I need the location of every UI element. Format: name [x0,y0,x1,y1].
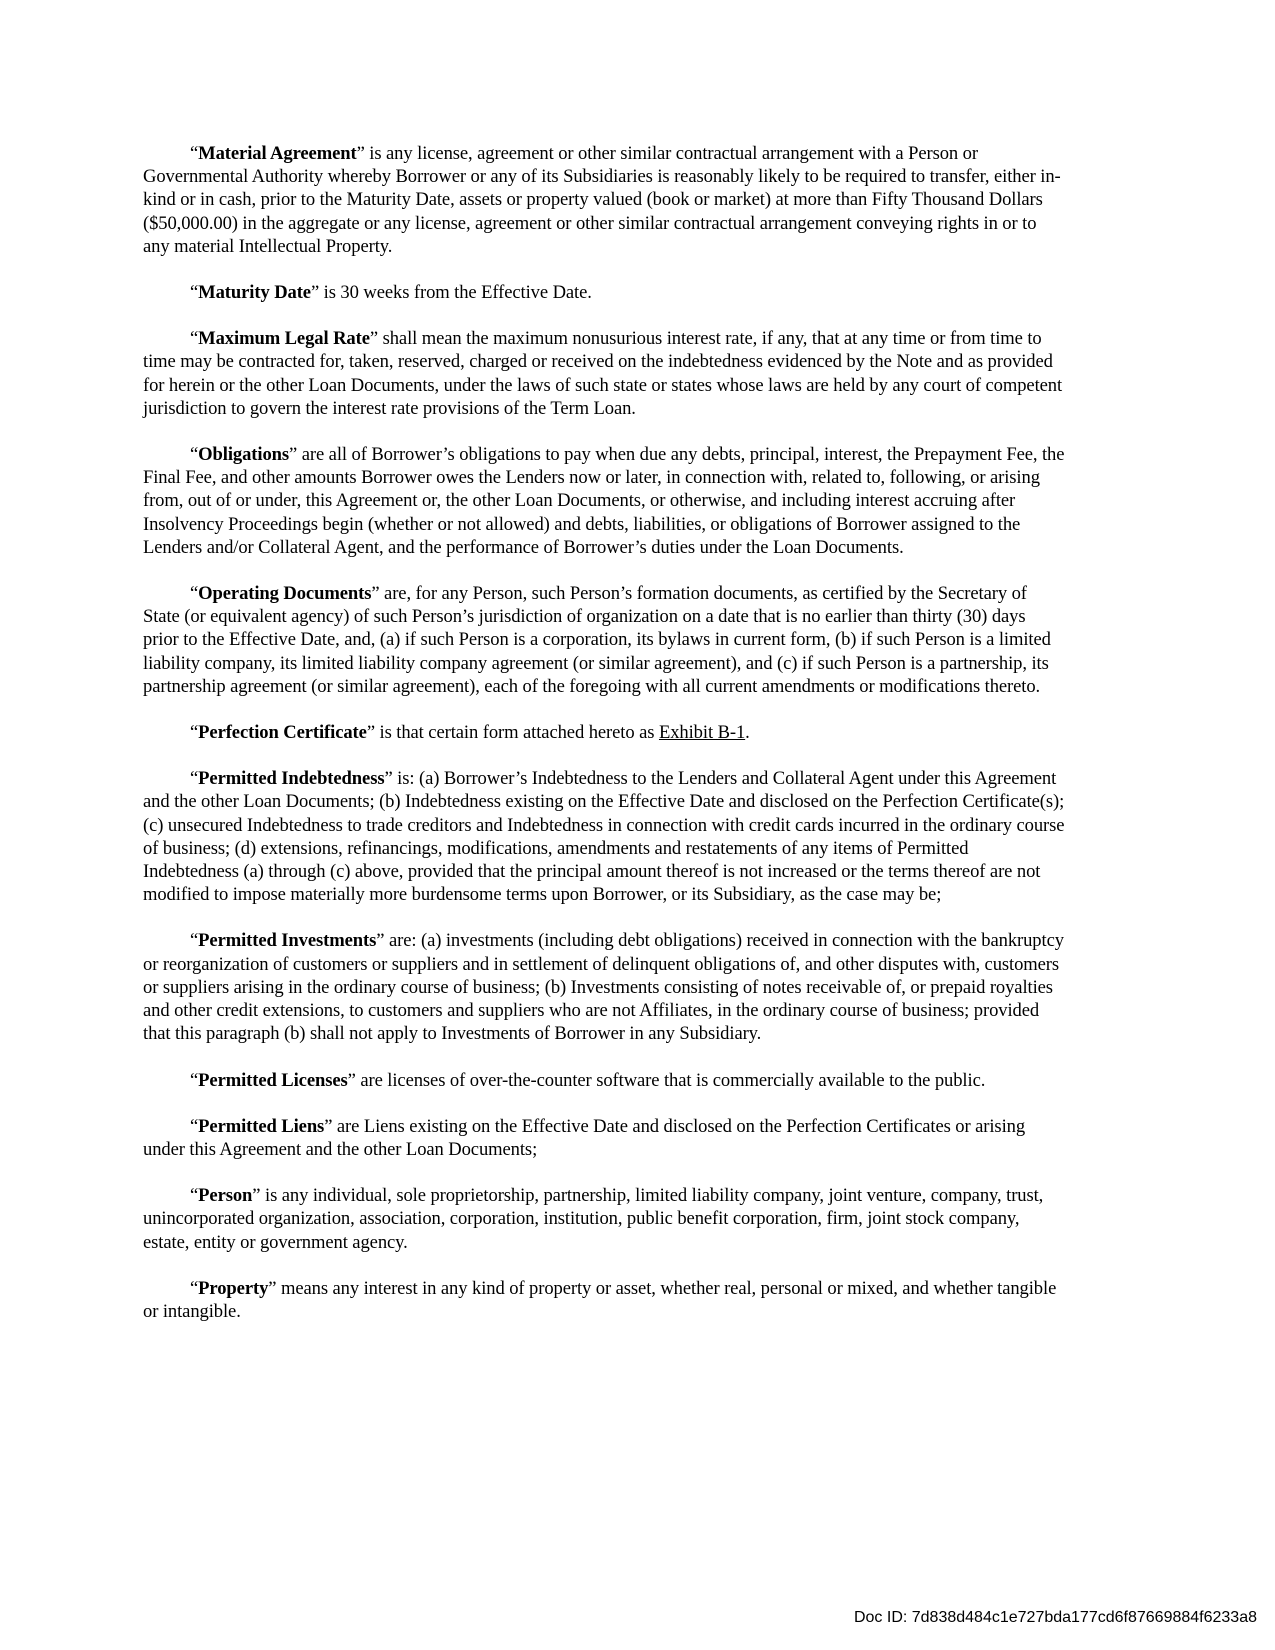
definition-text-end: . [745,722,750,744]
defined-term: Perfection Certificate [198,722,367,744]
definition-text: are, for any Person, such Person’s formation documents, as certified by the Secretary of State (or equivalent agency) of such Person’s jurisdiction of organization on a date that is no earlier than thirty (30) days prior to the Effective Date, and, (a) if such Person is a corporation, its bylaws in current form, (b) if such Person is a limited liability company, its limited liability company agreement (or similar agreement), and (c) if such Person is a partnership, its partnership agreement (or similar agreement), each of the foregoing with all current amendments or modifications thereto. [143,583,1051,697]
definition-property: “Property” means any interest in any kind of property or asset, whether real, personal or mixed, and whether tangible or intangible. [143,1277,1057,1322]
definition-permitted-indebtedness: “Permitted Indebtedness” is: (a) Borrower’s Indebtedness to the Lenders and Collateral Agent under this Agreement and the other Loan Documents; (b) Indebtedness existing on the Effective Date and disclosed on the Perfection Certificate(s); (c) unsecured Indebtedness to trade creditors and Indebtedness in connection with credit cards incurred in the ordinary course of business; (d) extensions, refinancings, modifications, amendments and restatements of any items of Permitted Indebtedness (a) through (c) above, provided that the principal amount thereof is not increased or the terms thereof are not modified to impose materially more burdensome terms upon Borrower, or its Subsidiary, as the case may be; [143,768,1065,906]
definition-text: shall mean the maximum nonusurious interest rate, if any, that at any time or from time to time may be contracted for, taken, reserved, charged or received on the indebtedness evidenced by the Note and as provided for herein or the other Loan Documents, under the laws of such state or states whose laws are held by any court of competent jurisdiction to govern the interest rate provisions of the Term Loan. [143,328,1063,419]
definition-person: “Person” is any individual, sole proprietorship, partnership, limited liability company, joint venture, company, trust, unincorporated organization, association, corporation, institution, public benefit corporation, firm, joint stock company, estate, entity or government agency. [143,1185,1044,1253]
defined-term: Permitted Liens [198,1115,325,1137]
definition-maximum-legal-rate: “Maximum Legal Rate” shall mean the maximum nonusurious interest rate, if any, that at any time or from time to time may be contracted for, taken, reserved, charged or received on the indebtedness evidenced by the Note and as provided for herein or the other Loan Documents, under the laws of such state or states whose laws are held by any court of competent jurisdiction to govern the interest rate provisions of the Term Loan. [143,328,1063,419]
definition-text: are licenses of over-the-counter software that is commercially available to the public. [360,1069,986,1091]
definition-text: is 30 weeks from the Effective Date. [323,282,592,304]
definition-text: is any license, agreement or other similar contractual arrangement with a Person or Governmental Authority whereby Borrower or any of its Subsidiaries is reasonably likely to be required to transfer, either in-kind or in cash, prior to the Maturity Date, assets or property valued (book or market) at more than Fifty Thousand Dollars ($50,000.00) in the aggregate or any license, agreement or other similar contractual arrangement conveying rights in or to any material Intellectual Property. [143,143,1061,257]
definition-permitted-licenses: “Permitted Licenses” are licenses of over-the-counter software that is commercially available to the public. [190,1069,986,1091]
definition-text: are: (a) investments (including debt obligations) received in connection with the bankruptcy or reorganization of customers or suppliers and in settlement of delinquent obligations of, and other disputes with, customers or suppliers arising in the ordinary course of business; (b) Investments consisting of notes receivable of, or prepaid royalties and other credit extensions, to customers and suppliers who are not Affiliates, in the ordinary course of business; provided that this paragraph (b) shall not apply to Investments of Borrower in any Subsidiary. [143,930,1064,1045]
definition-permitted-investments: “Permitted Investments” are: (a) investments (including debt obligations) received in connection with the bankruptcy or reorganization of customers or suppliers and in settlement of delinquent obligations of, and other disputes with, customers or suppliers arising in the ordinary course of business; (b) Investments consisting of notes receivable of, or prepaid royalties and other credit extensions, to customers and suppliers who are not Affiliates, in the ordinary course of business; provided that this paragraph (b) shall not apply to Investments of Borrower in any Subsidiary. [143,930,1064,1045]
definition-obligations: “Obligations” are all of Borrower’s obligations to pay when due any debts, principal, interest, the Prepayment Fee, the Final Fee, and other amounts Borrower owes the Lenders now or later, in connection with, related to, following, or arising from, out of or under, this Agreement or, the other Loan Documents, or otherwise, and including interest accruing after Insolvency Proceedings begin (whether or not allowed) and debts, liabilities, or obligations of Borrower assigned to the Lenders and/or Collateral Agent, and the performance of Borrower’s duties under the Loan Documents. [143,444,1065,558]
defined-term: Material Agreement [198,143,357,164]
definition-operating-documents: “Operating Documents” are, for any Person, such Person’s formation documents, as certified by the Secretary of State (or equivalent agency) of such Person’s jurisdiction of organization on a date that is no earlier than thirty (30) days prior to the Effective Date, and, (a) if such Person is a corporation, its bylaws in current form, (b) if such Person is a limited liability company, its limited liability company agreement (or similar agreement), and (c) if such Person is a partnership, its partnership agreement (or similar agreement), each of the foregoing with all current amendments or modifications thereto. [143,583,1051,697]
defined-term: Maturity Date [198,282,311,304]
definition-text: is any individual, sole proprietorship, partnership, limited liability company, joint venture, company, trust, unincorporated organization, association, corporation, institution, public benefit corporation, firm, joint stock company, estate, entity or government agency. [143,1185,1044,1253]
doc-id-footer: Doc ID: 7d838d484c1e727bda177cd6f87669884f6233a8 [853,1609,1257,1626]
definition-maturity-date: “Maturity Date” is 30 weeks from the Effective Date. [190,282,592,304]
defined-term: Operating Documents [198,583,372,605]
defined-term: Permitted Investments [198,930,377,952]
defined-term: Permitted Indebtedness [198,768,385,790]
definition-perfection-certificate: “Perfection Certificate” is that certain form attached hereto as Exhibit B-1. [190,722,750,744]
definition-text: means any interest in any kind of property or asset, whether real, personal or mixed, and whether tangible or intangible. [143,1277,1057,1322]
defined-term: Person [198,1185,253,1207]
defined-term: Obligations [198,444,290,466]
defined-term: Property [198,1277,269,1299]
defined-term: Maximum Legal Rate [198,328,370,350]
definition-text: are all of Borrower’s obligations to pay when due any debts, principal, interest, the Prepayment Fee, the Final Fee, and other amounts Borrower owes the Lenders now or later, in connection with, related to, following, or arising from, out of or under, this Agreement or, the other Loan Documents, or otherwise, and including interest accruing after Insolvency Proceedings begin (whether or not allowed) and debts, liabilities, or obligations of Borrower assigned to the Lenders and/or Collateral Agent, and the performance of Borrower’s duties under the Loan Documents. [143,444,1065,558]
definition-text: is: (a) Borrower’s Indebtedness to the Lenders and Collateral Agent under this Agreement and the other Loan Documents; (b) Indebtedness existing on the Effective Date and disclosed on the Perfection Certificate(s); (c) unsecured Indebtedness to trade creditors and Indebtedness in connection with credit cards incurred in the ordinary course of business; (d) extensions, refinancings, modifications, amendments and restatements of any items of Permitted Indebtedness (a) through (c) above, provided that the principal amount thereof is not increased or the terms thereof are not modified to impose materially more burdensome terms upon Borrower, or its Subsidiary, as the case may be; [143,768,1065,906]
exhibit-reference: Exhibit B-1 [658,722,746,744]
document-body [143,142,1065,1346]
definition-text: are Liens existing on the Effective Date and disclosed on the Perfection Certificates or arising under this Agreement and the other Loan Documents; [143,1115,1026,1160]
defined-term: Permitted Licenses [198,1069,348,1091]
definition-permitted-liens: “Permitted Liens” are Liens existing on the Effective Date and disclosed on the Perfection Certificates or arising under this Agreement and the other Loan Documents; [143,1115,1026,1160]
definition-material-agreement: “Material Agreement” is any license, agreement or other similar contractual arrangement with a Person or Governmental Authority whereby Borrower or any of its Subsidiaries is reasonably likely to be required to transfer, either in-kind or in cash, prior to the Maturity Date, assets or property valued (book or market) at more than Fifty Thousand Dollars ($50,000.00) in the aggregate or any license, agreement or other similar contractual arrangement conveying rights in or to any material Intellectual Property. [143,143,1061,257]
definition-text: is that certain form attached hereto as [379,722,655,744]
